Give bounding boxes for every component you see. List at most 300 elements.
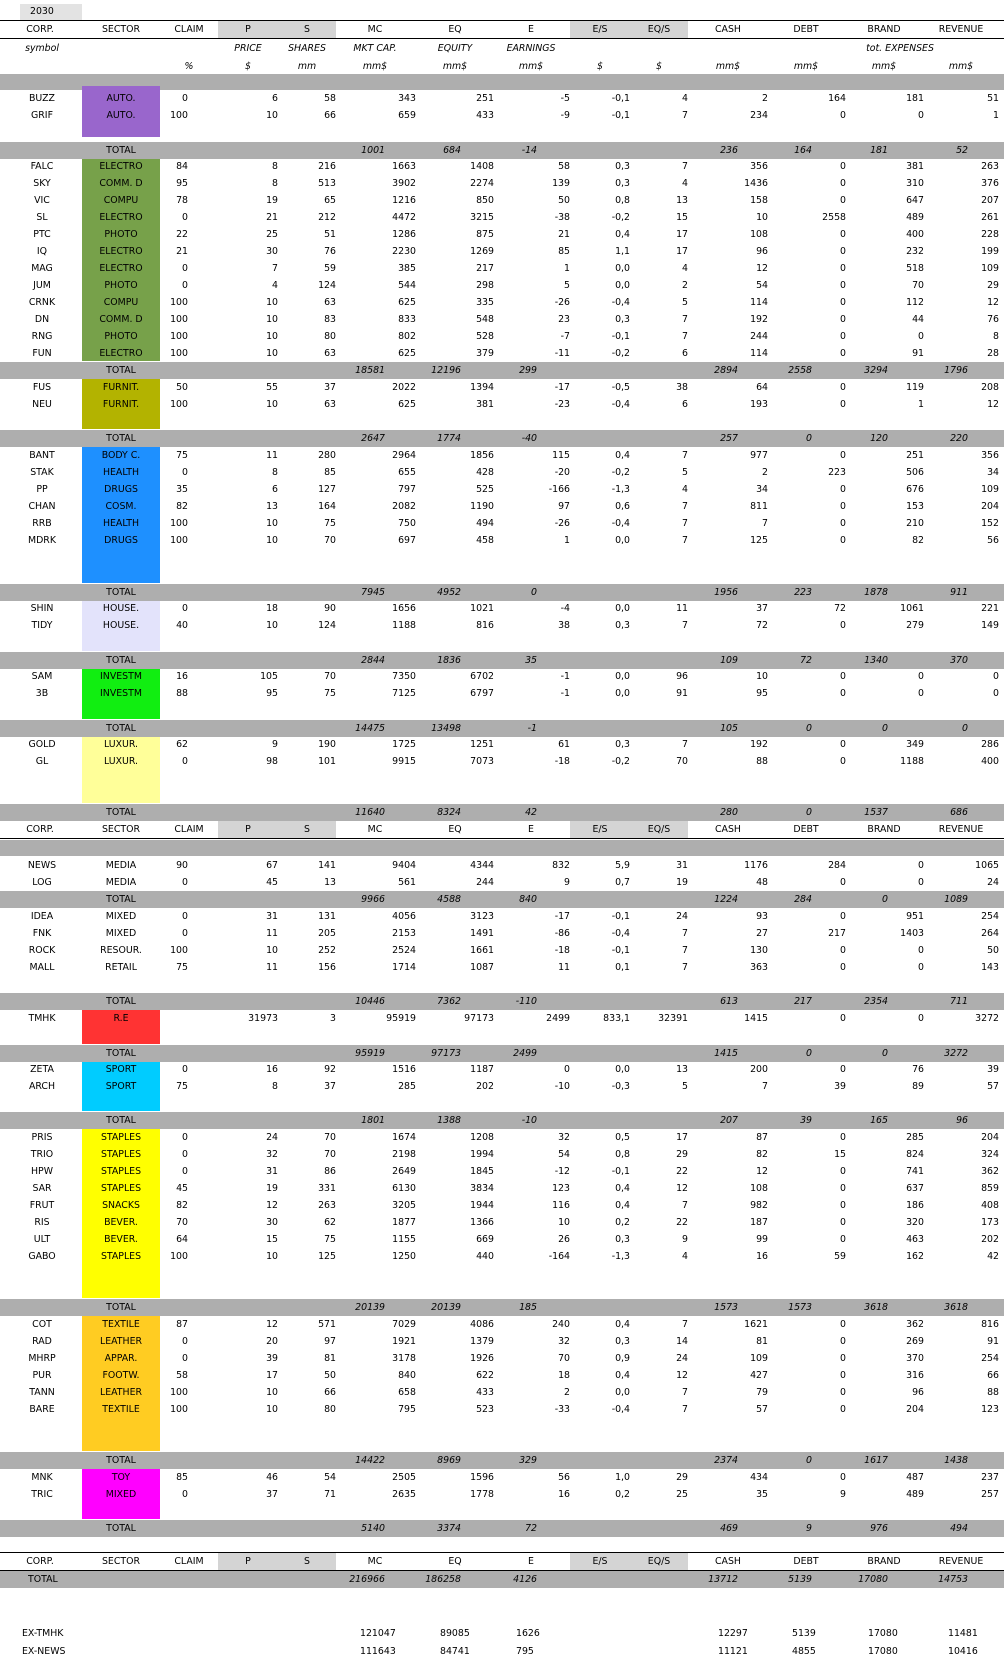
total-value: 1388 — [437, 1115, 461, 1126]
value-cell: 400 — [981, 756, 999, 767]
value-cell: 109 — [981, 263, 999, 274]
table-row — [0, 1146, 1004, 1163]
value-cell: 0,0 — [615, 280, 630, 291]
sector-label: MEDIA — [105, 877, 137, 888]
value-cell: 285 — [398, 1081, 416, 1092]
claim-value: 100 — [170, 1404, 188, 1415]
value-cell: 12 — [676, 1370, 688, 1381]
value-cell: 0 — [840, 263, 846, 274]
total-value: 1224 — [714, 894, 738, 905]
value-cell: 87 — [756, 1132, 768, 1143]
corp-symbol: SHIN — [30, 603, 54, 614]
unit-label: mm — [297, 61, 317, 72]
value-cell: 0 — [840, 1472, 846, 1483]
value-cell: 244 — [750, 331, 768, 342]
corp-symbol: PUR — [32, 1370, 52, 1381]
value-cell: 2153 — [392, 928, 416, 939]
claim-value: 16 — [176, 671, 188, 682]
value-cell: 528 — [476, 331, 494, 342]
corp-symbol: GOLD — [28, 739, 56, 750]
value-cell: 251 — [476, 93, 494, 104]
value-cell: 10 — [756, 212, 768, 223]
value-cell: 0 — [840, 739, 846, 750]
ex-row — [0, 1643, 1004, 1660]
column-header: E/S — [592, 1556, 608, 1567]
value-cell: 676 — [906, 484, 924, 495]
value-cell: 811 — [750, 501, 768, 512]
ex-label: EX-TMHK — [22, 1628, 64, 1639]
column-header: EQ — [448, 824, 462, 835]
value-cell: 1269 — [470, 246, 494, 257]
column-header: CLAIM — [174, 824, 204, 835]
value-cell: 123 — [552, 1183, 570, 1194]
value-cell: 10 — [266, 518, 278, 529]
table-row — [0, 874, 1004, 891]
value-cell: 38 — [676, 382, 688, 393]
column-header: MC — [367, 824, 383, 835]
value-cell: 0,3 — [615, 314, 630, 325]
value-cell: 0 — [840, 484, 846, 495]
value-cell: 6702 — [470, 671, 494, 682]
value-cell: 331 — [318, 1183, 336, 1194]
value-cell: 4 — [682, 263, 688, 274]
claim-value: 100 — [170, 945, 188, 956]
value-cell: 1 — [564, 263, 570, 274]
table-row — [0, 1180, 1004, 1197]
value-cell: 221 — [981, 603, 999, 614]
sector-label: MIXED — [105, 928, 137, 939]
table-row — [0, 1010, 1004, 1027]
value-cell: 116 — [552, 1200, 570, 1211]
value-cell: 0 — [840, 331, 846, 342]
value-cell: 10 — [266, 297, 278, 308]
value-cell: 48 — [756, 877, 768, 888]
value-cell: 697 — [398, 535, 416, 546]
value-cell: 81 — [756, 1336, 768, 1347]
value-cell: 0 — [840, 246, 846, 257]
value-cell: 335 — [476, 297, 494, 308]
value-cell: 217 — [476, 263, 494, 274]
value-cell: 5 — [682, 1081, 688, 1092]
total-value: 1438 — [944, 1455, 968, 1466]
value-cell: 7 — [682, 1200, 688, 1211]
column-header: CASH — [715, 24, 741, 35]
value-cell: 22 — [676, 1166, 688, 1177]
claim-value — [150, 1010, 188, 1027]
table-row — [0, 243, 1004, 260]
corp-symbol: BARE — [29, 1404, 55, 1415]
value-cell: 217 — [828, 928, 846, 939]
total-value: 39 — [800, 1115, 812, 1126]
value-cell: 2499 — [546, 1013, 570, 1024]
subheader-label: PRICE — [234, 43, 262, 54]
value-cell: 93 — [756, 911, 768, 922]
value-cell: 655 — [398, 467, 416, 478]
table-row — [0, 1316, 1004, 1333]
value-cell: 7125 — [392, 688, 416, 699]
claim-value: 21 — [176, 246, 188, 257]
claim-value: 0 — [182, 280, 188, 291]
table-row — [0, 1231, 1004, 1248]
total-value: 2558 — [788, 365, 812, 376]
ex-value: 4855 — [792, 1646, 816, 1657]
value-cell: 54 — [324, 1472, 336, 1483]
sector-label: AUTO. — [106, 93, 136, 104]
corp-symbol: ROCK — [28, 945, 56, 956]
total-row — [0, 652, 1004, 669]
value-cell: 7 — [272, 263, 278, 274]
total-band — [0, 840, 1004, 856]
value-cell: 0 — [840, 1013, 846, 1024]
value-cell: 750 — [398, 518, 416, 529]
value-cell: 376 — [981, 178, 999, 189]
value-cell: 0,3 — [615, 178, 630, 189]
total-value: 911 — [950, 587, 968, 598]
corp-symbol: STAK — [30, 467, 54, 478]
sector-label: STAPLES — [100, 1132, 142, 1143]
total-value: 1796 — [944, 365, 968, 376]
value-cell: 1415 — [744, 1013, 768, 1024]
claim-value: 35 — [176, 484, 188, 495]
claim-value: 100 — [170, 1251, 188, 1262]
value-cell: 13 — [266, 501, 278, 512]
value-cell: 320 — [906, 1217, 924, 1228]
value-cell: 29 — [676, 1472, 688, 1483]
value-cell: 34 — [756, 484, 768, 495]
value-cell: 51 — [324, 229, 336, 240]
value-cell: 6797 — [470, 688, 494, 699]
claim-value: 58 — [176, 1370, 188, 1381]
grand-total-value: 17080 — [858, 1574, 888, 1585]
table-row — [0, 1401, 1004, 1418]
total-label: TOTAL — [106, 894, 136, 905]
value-cell: 39 — [987, 1064, 999, 1075]
value-cell: 90 — [324, 603, 336, 614]
total-row — [0, 1045, 1004, 1062]
value-cell: 89 — [912, 1081, 924, 1092]
claim-value: 62 — [176, 739, 188, 750]
value-cell: 51 — [987, 93, 999, 104]
value-cell: 0,3 — [615, 739, 630, 750]
value-cell: 1491 — [470, 928, 494, 939]
value-cell: 31 — [266, 1166, 278, 1177]
value-cell: -1 — [560, 688, 570, 699]
value-cell: -0,1 — [611, 1166, 630, 1177]
value-cell: 523 — [476, 1404, 494, 1415]
value-cell: 518 — [906, 263, 924, 274]
column-header: SECTOR — [101, 24, 141, 35]
value-cell: 57 — [756, 1404, 768, 1415]
value-cell: 0 — [840, 1404, 846, 1415]
value-cell: 408 — [981, 1200, 999, 1211]
sector-label: HEALTH — [102, 518, 140, 529]
value-cell: 0 — [840, 1387, 846, 1398]
unit-label: mm$ — [518, 61, 544, 72]
value-cell: 0 — [840, 501, 846, 512]
value-cell: 5 — [682, 467, 688, 478]
table-row — [0, 107, 1004, 124]
column-header: S — [304, 1556, 310, 1567]
value-cell: 0 — [840, 450, 846, 461]
value-cell: 29 — [676, 1149, 688, 1160]
value-cell: 63 — [324, 297, 336, 308]
value-cell: 123 — [981, 1404, 999, 1415]
sector-label: LEATHER — [99, 1336, 143, 1347]
value-cell: 0,4 — [615, 1319, 630, 1330]
total-value: 1537 — [864, 807, 888, 818]
value-cell: -0,3 — [611, 1081, 630, 1092]
value-cell: 1663 — [392, 161, 416, 172]
value-cell: 0 — [918, 860, 924, 871]
total-value: 8324 — [437, 807, 461, 818]
value-cell: 75 — [324, 688, 336, 699]
value-cell: -18 — [554, 945, 570, 956]
value-cell: 37 — [324, 1081, 336, 1092]
sector-label: STAPLES — [100, 1251, 142, 1262]
value-cell: 88 — [987, 1387, 999, 1398]
value-cell: 0 — [993, 688, 999, 699]
value-cell: 0 — [840, 1132, 846, 1143]
value-cell: 0 — [840, 518, 846, 529]
value-cell: 489 — [906, 1489, 924, 1500]
value-cell: 0 — [840, 756, 846, 767]
sector-label: LUXUR. — [103, 756, 139, 767]
corp-symbol: ARCH — [28, 1081, 56, 1092]
total-value: 613 — [720, 996, 738, 1007]
value-cell: 3178 — [392, 1353, 416, 1364]
value-cell: 379 — [476, 348, 494, 359]
claim-value: 100 — [170, 348, 188, 359]
sector-label: R.E — [113, 1013, 129, 1024]
value-cell: 0,4 — [615, 1183, 630, 1194]
total-value: 1617 — [864, 1455, 888, 1466]
value-cell: -1,3 — [611, 1251, 630, 1262]
corp-symbol: GRIF — [31, 110, 53, 121]
column-header: DEBT — [793, 1556, 819, 1567]
corp-symbol: SL — [36, 212, 48, 223]
table-row — [0, 209, 1004, 226]
corp-symbol: CHAN — [28, 501, 56, 512]
value-cell: 7073 — [470, 756, 494, 767]
ex-value: 5139 — [792, 1628, 816, 1639]
column-header: S — [304, 824, 310, 835]
claim-value: 0 — [182, 1353, 188, 1364]
table-row — [0, 379, 1004, 396]
value-cell: 7 — [682, 620, 688, 631]
value-cell: 3 — [330, 1013, 336, 1024]
value-cell: -86 — [554, 928, 570, 939]
value-cell: 232 — [906, 246, 924, 257]
value-cell: 0 — [840, 962, 846, 973]
total-value: -10 — [521, 1115, 537, 1126]
value-cell: 32 — [558, 1132, 570, 1143]
value-cell: 58 — [558, 161, 570, 172]
total-row — [0, 142, 1004, 159]
corp-symbol: TIDY — [31, 620, 53, 631]
corp-symbol: NEU — [32, 399, 52, 410]
claim-value: 95 — [176, 178, 188, 189]
value-cell: 2022 — [392, 382, 416, 393]
value-cell: 24 — [676, 911, 688, 922]
value-cell: 16 — [266, 1064, 278, 1075]
corp-symbol: RAD — [32, 1336, 52, 1347]
column-header: MC — [367, 1556, 383, 1567]
value-cell: 97 — [558, 501, 570, 512]
sector-label: STAPLES — [100, 1166, 142, 1177]
value-cell: 210 — [906, 518, 924, 529]
value-cell: 56 — [558, 1472, 570, 1483]
value-cell: 91 — [676, 688, 688, 699]
total-value: 0 — [806, 433, 812, 444]
table-row — [0, 1197, 1004, 1214]
value-cell: 859 — [981, 1183, 999, 1194]
total-row — [0, 804, 1004, 821]
value-cell: 32 — [558, 1336, 570, 1347]
value-cell: -0,1 — [611, 331, 630, 342]
value-cell: 190 — [318, 739, 336, 750]
value-cell: 6 — [272, 93, 278, 104]
total-row — [0, 584, 1004, 601]
value-cell: -18 — [554, 756, 570, 767]
value-cell: 10 — [266, 620, 278, 631]
column-header: S — [304, 24, 310, 35]
value-cell: 152 — [981, 518, 999, 529]
value-cell: 0 — [840, 1183, 846, 1194]
column-header: EQ — [448, 24, 462, 35]
total-value: 1836 — [437, 655, 461, 666]
column-header-row — [0, 821, 1004, 838]
value-cell: 114 — [750, 297, 768, 308]
corp-symbol: CRNK — [28, 297, 56, 308]
value-cell: -12 — [554, 1166, 570, 1177]
value-cell: 2 — [762, 93, 768, 104]
corp-symbol: MNK — [31, 1472, 53, 1483]
value-cell: 54 — [558, 1149, 570, 1160]
value-cell: 9 — [682, 1234, 688, 1245]
value-cell: 153 — [906, 501, 924, 512]
unit-label: % — [184, 61, 194, 72]
value-cell: 637 — [906, 1183, 924, 1194]
value-cell: 30 — [266, 246, 278, 257]
corp-symbol: VIC — [34, 195, 50, 206]
value-cell: 0 — [840, 671, 846, 682]
corp-symbol: ZETA — [30, 1064, 54, 1075]
value-cell: 204 — [981, 501, 999, 512]
value-cell: 38 — [558, 620, 570, 631]
corp-symbol: MAG — [31, 263, 53, 274]
value-cell: 193 — [750, 399, 768, 410]
value-cell: 1,1 — [615, 246, 630, 257]
value-cell: 951 — [906, 911, 924, 922]
value-cell: 11 — [266, 962, 278, 973]
total-value: 164 — [794, 145, 812, 156]
value-cell: 0 — [918, 110, 924, 121]
value-cell: 64 — [756, 382, 768, 393]
value-cell: 16 — [558, 1489, 570, 1500]
value-cell: 207 — [981, 195, 999, 206]
value-cell: 37 — [324, 382, 336, 393]
unit-label: mm$ — [948, 61, 974, 72]
table-row — [0, 311, 1004, 328]
value-cell: 4 — [682, 178, 688, 189]
total-row — [0, 993, 1004, 1010]
total-value: 42 — [525, 807, 537, 818]
value-cell: -23 — [554, 399, 570, 410]
sector-label: TOY — [111, 1472, 131, 1483]
value-cell: 0 — [840, 1064, 846, 1075]
corp-symbol: IQ — [36, 246, 48, 257]
value-cell: 0,0 — [615, 688, 630, 699]
value-cell: 124 — [318, 280, 336, 291]
value-cell: 75 — [324, 1234, 336, 1245]
value-cell: 0,4 — [615, 229, 630, 240]
value-cell: 625 — [398, 399, 416, 410]
table-row — [0, 260, 1004, 277]
total-value: 220 — [950, 433, 968, 444]
total-value: 2499 — [513, 1048, 537, 1059]
value-cell: -7 — [560, 331, 570, 342]
value-cell: 263 — [981, 161, 999, 172]
claim-value: 100 — [170, 314, 188, 325]
sector-label: COSM. — [105, 501, 137, 512]
column-header: CLAIM — [174, 1556, 204, 1567]
value-cell: 186 — [906, 1200, 924, 1211]
value-cell: 1216 — [392, 195, 416, 206]
sector-label: HOUSE. — [102, 603, 140, 614]
value-cell: 0,0 — [615, 1064, 630, 1075]
total-label: TOTAL — [106, 996, 136, 1007]
value-cell: 24 — [987, 877, 999, 888]
total-value: 3272 — [944, 1048, 968, 1059]
sector-label: COMM. D — [99, 314, 143, 325]
value-cell: 9 — [840, 1489, 846, 1500]
column-header: E — [528, 824, 534, 835]
value-cell: 802 — [398, 331, 416, 342]
value-cell: 162 — [906, 1251, 924, 1262]
divider-line — [0, 38, 1004, 39]
value-cell: 1714 — [392, 962, 416, 973]
subheader-label: EQUITY — [437, 43, 473, 54]
table-row — [0, 1469, 1004, 1486]
value-cell: 105 — [260, 671, 278, 682]
value-cell: 91 — [987, 1336, 999, 1347]
sector-label: SPORT — [105, 1064, 137, 1075]
value-cell: 7 — [682, 1319, 688, 1330]
claim-value: 87 — [176, 1319, 188, 1330]
corp-symbol: FUN — [32, 348, 52, 359]
value-cell: 7 — [682, 1387, 688, 1398]
value-cell: 114 — [750, 348, 768, 359]
total-value: 12196 — [431, 365, 461, 376]
total-value: 0 — [806, 807, 812, 818]
ex-value: 17080 — [868, 1646, 898, 1657]
value-cell: 669 — [476, 1234, 494, 1245]
value-cell: 0 — [918, 1013, 924, 1024]
value-cell: 22 — [676, 1217, 688, 1228]
table-row — [0, 753, 1004, 770]
sector-label: APPAR. — [104, 1353, 138, 1364]
value-cell: 58 — [324, 93, 336, 104]
total-value: 35 — [525, 655, 537, 666]
value-cell: 6 — [682, 348, 688, 359]
grand-total-value: 186258 — [425, 1574, 461, 1585]
table-row — [0, 277, 1004, 294]
value-cell: 99 — [756, 1234, 768, 1245]
value-cell: 0 — [918, 962, 924, 973]
value-cell: 62 — [324, 1217, 336, 1228]
value-cell: 561 — [398, 877, 416, 888]
claim-value: 100 — [170, 1387, 188, 1398]
